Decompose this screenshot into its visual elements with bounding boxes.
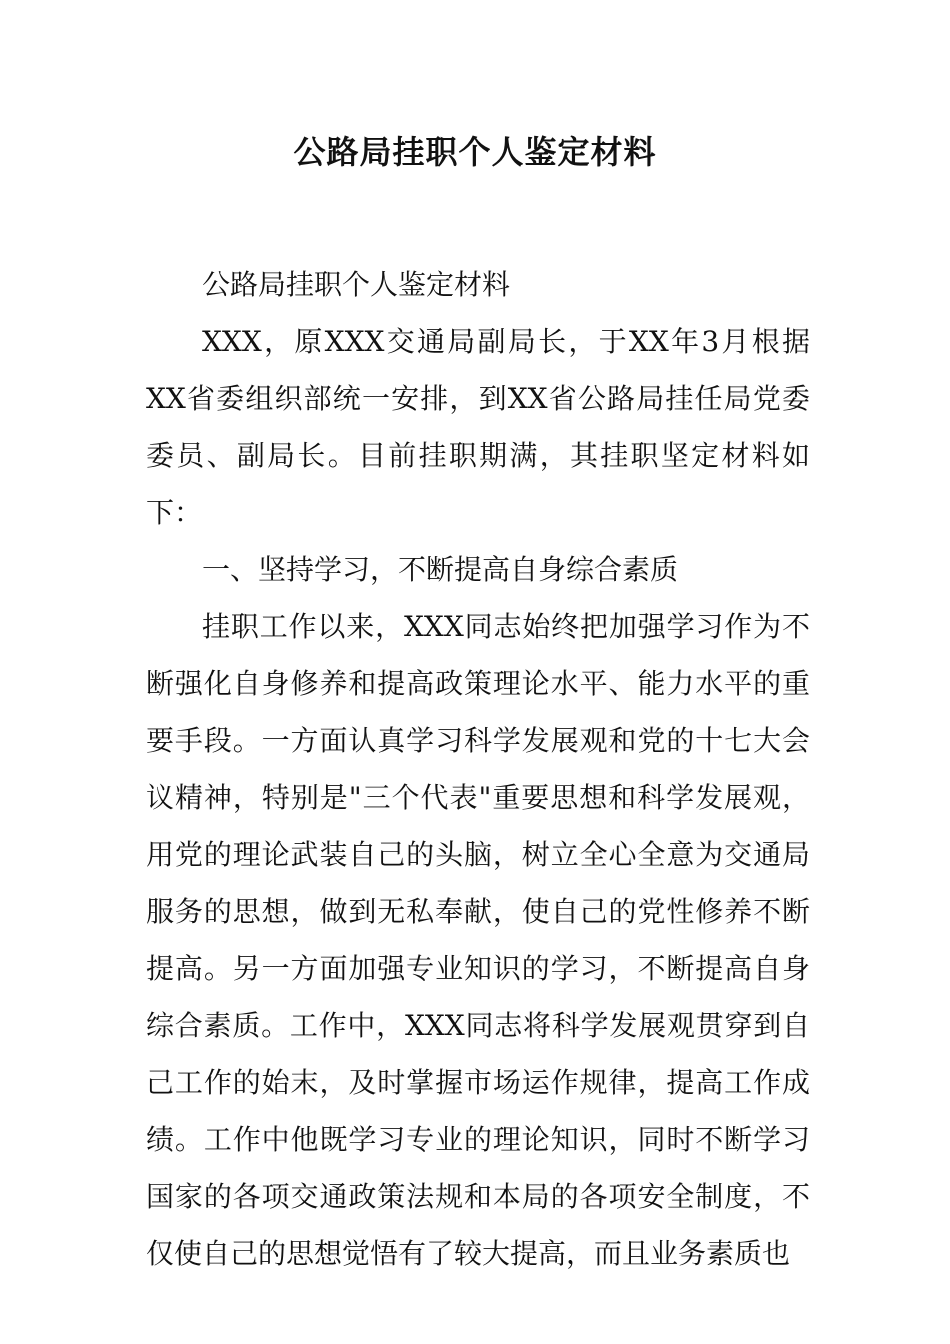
paragraph-subtitle: 公路局挂职个人鉴定材料 — [202, 268, 511, 301]
section-heading-1: 一、坚持学习，不断提高自身综合素质 — [202, 553, 679, 586]
paragraph-intro: XXX，原XXX交通局副局长，于XX年3月根据XX省委组织部统一安排，到XX省公路局挂任局党委委员、副局长。目前挂职期满，其挂职坚定材料如下： — [146, 325, 810, 529]
document-title: 公路局挂职个人鉴定材料 — [293, 133, 657, 171]
paragraph-section-1: 挂职工作以来，XXX同志始终把加强学习作为不断强化自身修养和提高政策理论水平、能力水平的重要手段。一方面认真学习科学发展观和党的十七大会议精神，特别是"三个代表"重要思想和科学发展观，用党的理论武装自己的头脑，树立全心全意为交通局服务的思想，做到无私奉献，使自己的党性修养不断提高。另一方面加强专业知识的学习，不断提高自身综合素质。工作中，XXX同志将科学发展观贯穿到自己工作的始末，及时掌握市场运作规律，提高工作成绩。工作中他既学习专业的理论知识，同时不断学习国家的各项交通政策法规和本局的各项安全制度，不仅使自己的思想觉悟有了较大提高，而且业务素质也 — [146, 610, 810, 1270]
document-body — [146, 256, 810, 1282]
